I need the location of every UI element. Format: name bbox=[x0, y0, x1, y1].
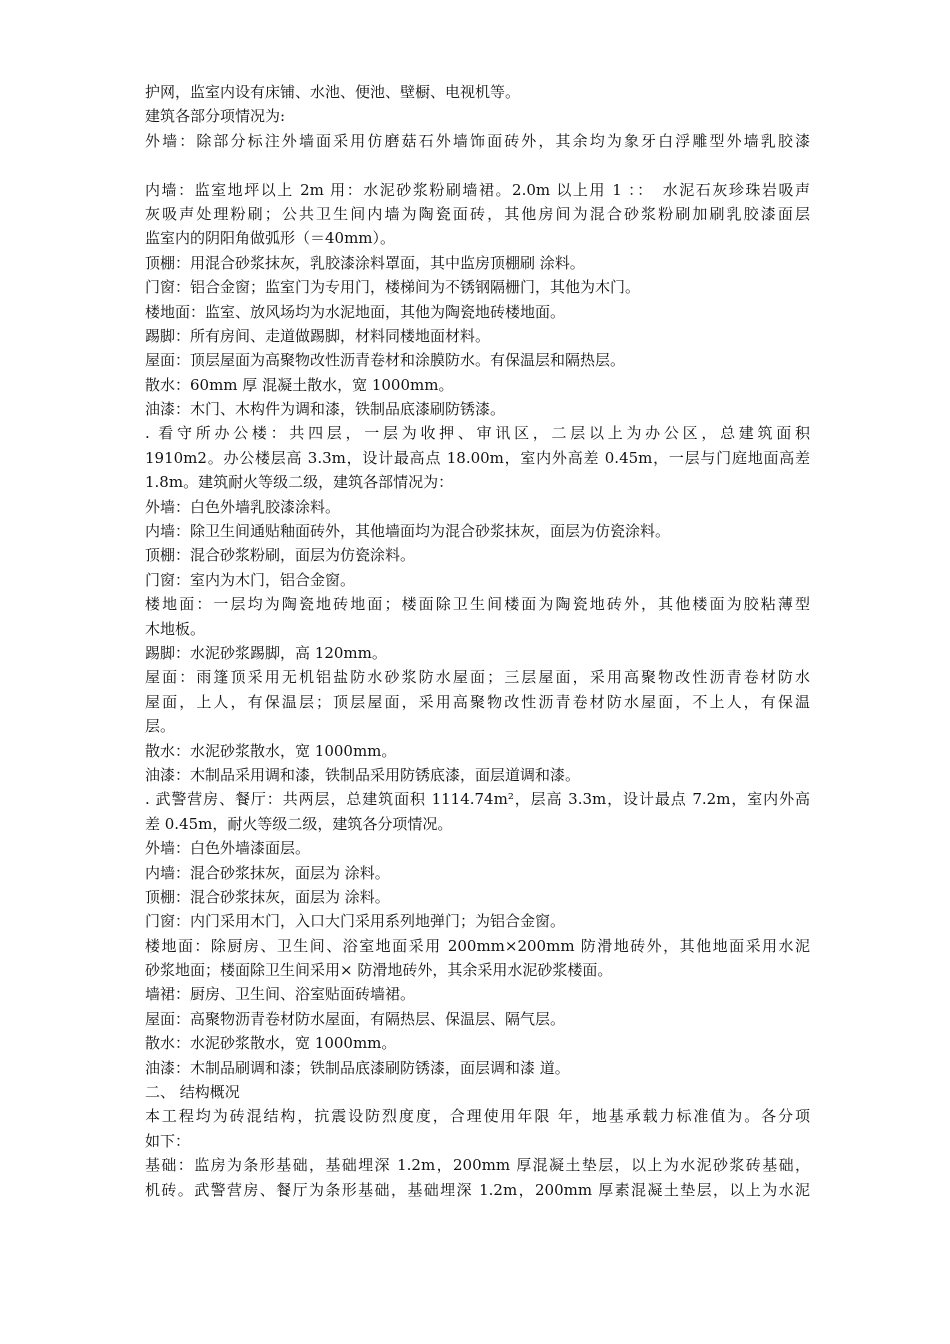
text-line: 监室内的阴阳角做弧形（＝40mm）。 bbox=[145, 229, 396, 248]
text-line: 机砖。武警营房、餐厅为条形基础，基础埋深 1.2m，200mm 厚素混凝土垫层，以上为水泥 bbox=[145, 1180, 810, 1199]
text-line: 灰吸声处理粉刷；公共卫生间内墙为陶瓷面砖，其他房间为混合砂浆粉刷加刷乳胶漆面层 bbox=[145, 204, 810, 223]
text-line: 木地板。 bbox=[145, 619, 206, 638]
text-line: 内墙：混合砂浆抹灰，面层为 涂料。 bbox=[145, 863, 390, 882]
text-line: 内墙：除卫生间通贴釉面砖外，其他墙面均为混合砂浆抹灰，面层为仿瓷涂料。 bbox=[145, 522, 671, 541]
text-line: 楼地面：一层均为陶瓷地砖地面；楼面除卫生间楼面为陶瓷地砖外，其他楼面为胶粘薄型 bbox=[145, 595, 810, 614]
text-line: 如下： bbox=[145, 1131, 191, 1150]
text-line: 屋面，上人，有保温层；顶层屋面，采用高聚物改性沥青卷材防水屋面，不上人，有保温 bbox=[145, 692, 810, 711]
text-line: 楼地面：监室、放风场均为水泥地面，其他为陶瓷地砖楼地面。 bbox=[145, 302, 566, 321]
text-line: 顶棚：用混合砂浆抹灰，乳胶漆涂料罩面，其中监房顶棚刷 涂料。 bbox=[145, 253, 585, 272]
text-line: 屋面：顶层屋面为高聚物改性沥青卷材和涂膜防水。有保温层和隔热层。 bbox=[145, 351, 626, 370]
text-line: 砂浆地面；楼面除卫生间采用× 防滑地砖外，其余采用水泥砂浆楼面。 bbox=[145, 961, 613, 980]
text-line: 屋面：雨篷顶采用无机铝盐防水砂浆防水屋面；三层屋面，采用高聚物改性沥青卷材防水 bbox=[145, 668, 810, 687]
text-line: 内墙：监室地坪以上 2m 用：水泥砂浆粉刷墙裙。2.0m 以上用 1 ：： 水泥石灰珍珠岩吸声 bbox=[145, 180, 810, 199]
text-line: 散水：60mm 厚 混凝土散水，宽 1000mm。 bbox=[145, 375, 454, 394]
text-line: 建筑各部分项情况为: bbox=[145, 107, 286, 126]
blank-line bbox=[145, 153, 810, 177]
text-line: 门窗：铝合金窗；监室门为专用门，楼梯间为不锈钢隔栅门，其他为木门。 bbox=[145, 278, 641, 297]
text-line: 墙裙：厨房、卫生间、浴室贴面砖墙裙。 bbox=[145, 985, 416, 1004]
text-line: 油漆：木制品刷调和漆；铁制品底漆刷防锈漆，面层调和漆 道。 bbox=[145, 1058, 570, 1077]
text-line: 二、 结构概况 bbox=[145, 1083, 240, 1102]
document-page bbox=[145, 80, 810, 1202]
text-line: 外墙：白色外墙漆面层。 bbox=[145, 839, 311, 858]
text-line: 1.8m。建筑耐火等级二级，建筑各部情况为： bbox=[145, 473, 454, 492]
text-line: 门窗：内门采用木门，入口大门采用系列地弹门；为铝合金窗。 bbox=[145, 912, 566, 931]
text-line: 顶棚：混合砂浆粉刷，面层为仿瓷涂料。 bbox=[145, 546, 416, 565]
text-line: 基础：监房为条形基础，基础埋深 1.2m，200mm 厚混凝土垫层，以上为水泥砂浆砖基础， bbox=[145, 1156, 810, 1175]
text-line: 层。 bbox=[145, 717, 176, 736]
text-line: 门窗：室内为木门，铝合金窗。 bbox=[145, 570, 356, 589]
text-line: . 看守所办公楼：共四层，一层为收押、审讯区，二层以上为办公区，总建筑面积 bbox=[145, 424, 810, 443]
text-line: 本工程均为砖混结构，抗震设防烈度度，合理使用年限 年，地基承载力标准值为。各分项 bbox=[145, 1107, 810, 1126]
text-line: 外墙：白色外墙乳胶漆涂料。 bbox=[145, 497, 341, 516]
text-line: 踢脚：水泥砂浆踢脚，高 120mm。 bbox=[145, 643, 387, 662]
text-line: 顶棚：混合砂浆抹灰，面层为 涂料。 bbox=[145, 887, 390, 906]
text-line: 楼地面：除厨房、卫生间、浴室地面采用 200mm×200mm 防滑地砖外，其他地面采用水泥 bbox=[145, 936, 810, 955]
text-line: 屋面：高聚物沥青卷材防水屋面，有隔热层、保温层、隔气层。 bbox=[145, 1009, 566, 1028]
text-line: 1910m2。办公楼层高 3.3m，设计最高点 18.00m，室内外高差 0.45m，一层与门庭地面高差 bbox=[145, 448, 810, 467]
text-line: 差 0.45m，耐火等级二级，建筑各分项情况。 bbox=[145, 814, 453, 833]
text-line: 散水：水泥砂浆散水，宽 1000mm。 bbox=[145, 1034, 397, 1053]
text-line: 油漆：木制品采用调和漆，铁制品采用防锈底漆，面层道调和漆。 bbox=[145, 765, 581, 784]
text-line: 外墙：除部分标注外墙面采用仿磨菇石外墙饰面砖外，其余均为象牙白浮雕型外墙乳胶漆 bbox=[145, 131, 810, 150]
text-line: 油漆：木门、木构件为调和漆，铁制品底漆刷防锈漆。 bbox=[145, 400, 506, 419]
text-line: 踢脚：所有房间、走道做踢脚，材料同楼地面材料。 bbox=[145, 326, 491, 345]
text-line: . 武警营房、餐厅：共两层，总建筑面积 1114.74m²，层高 3.3m，设计最点 7.2m，室内外高 bbox=[145, 790, 810, 809]
text-line: 护网，监室内设有床铺、水池、便池、壁橱、电视机等。 bbox=[145, 83, 521, 101]
text-line: 散水：水泥砂浆散水，宽 1000mm。 bbox=[145, 741, 397, 760]
